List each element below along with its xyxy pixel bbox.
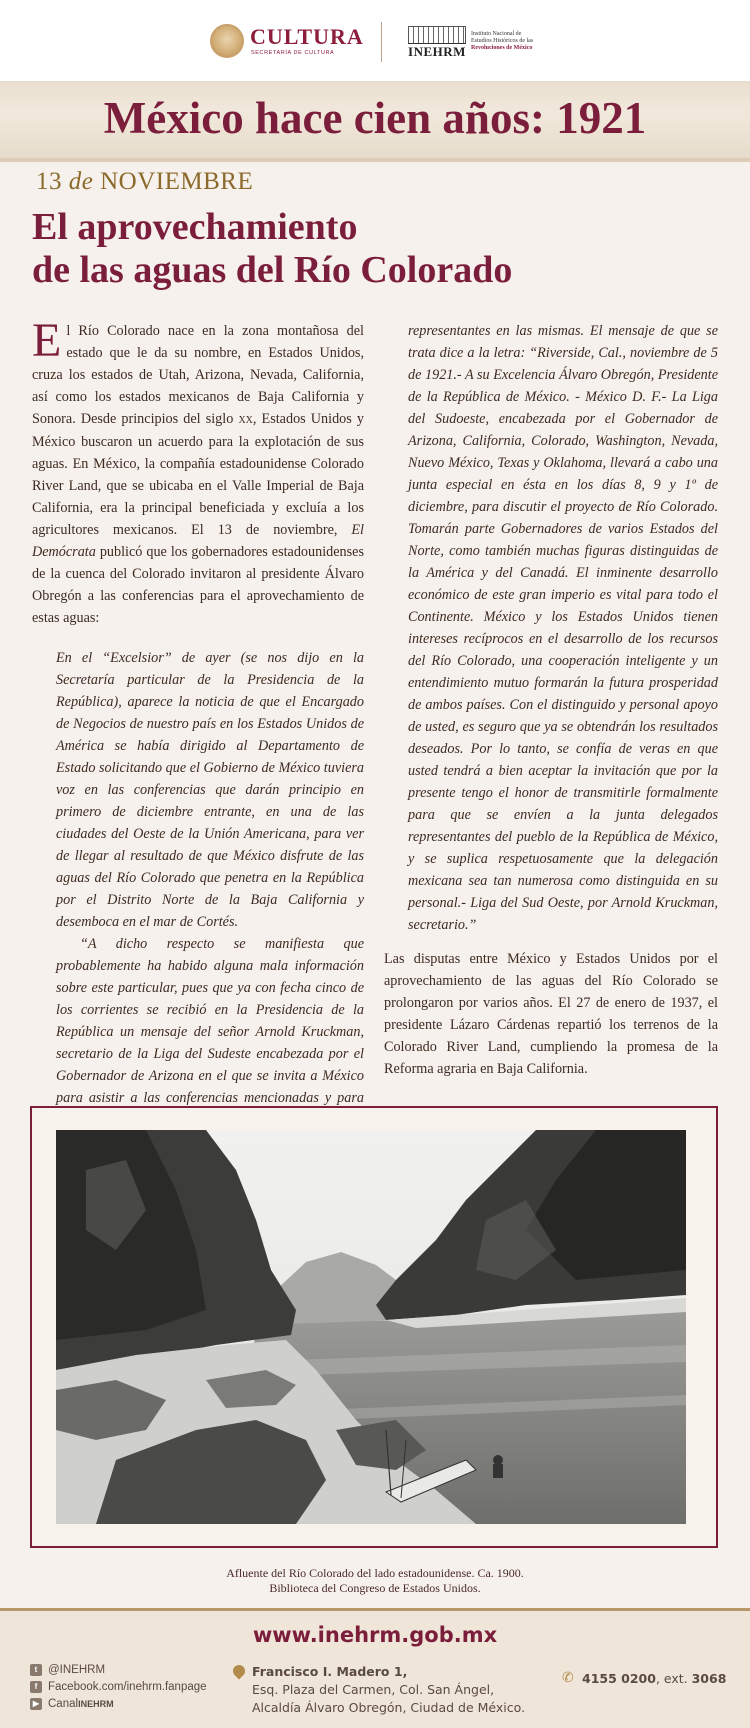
location-pin-icon [231, 1663, 248, 1680]
drop-cap: E [32, 314, 62, 367]
logo-divider [381, 22, 382, 62]
newspaper-name: El Demócrata [32, 522, 364, 560]
quote-paragraph-1: En el “Excelsior” de ayer (se nos dijo en la Secretaría particular de la Presidencia de la República), aparece la noticia de que el Encargado de Negocios de nuestro país en los Estados Unidos de América se había dirigido al Departamento de Estado solicitando que el Gobierno de México tuviera voz en las conferencias que darán principio en primero de diciembre entrante, en una de las ciudades del Oeste de la Unión Americana, para ver de llegar al resultado de que México disfrute de las aguas del Río Colorado que penetra en la República por el Distrito Norte de la Baja California y desemboca en el mar de Cortés. [56, 650, 364, 930]
youtube-link[interactable] [30, 1695, 207, 1712]
cultura-name: CULTURA [250, 24, 364, 49]
inehrm-fullname [471, 31, 561, 52]
date-line [36, 168, 253, 196]
phone-number: 4155 0200 [582, 1671, 656, 1686]
youtube-prefix: Canal [48, 1697, 79, 1710]
cultura-logo[interactable] [210, 22, 364, 62]
caption-line1: Afluente del Río Colorado del lado estadounidense. Ca. 1900. [226, 1566, 524, 1580]
banner-title: México hace cien años: 1921 [103, 93, 647, 143]
youtube-channel: INEHRM [78, 1698, 114, 1709]
twitter-icon: t [30, 1664, 42, 1676]
address-line2: Esq. Plaza del Carmen, Col. San Ángel, [252, 1682, 495, 1697]
phone-ext: 3068 [691, 1671, 727, 1686]
caption-line2: Biblioteca del Congreso de Estados Unidos. [269, 1581, 481, 1595]
intro-paragraph [32, 314, 364, 629]
phone-ext-label: , ext. [655, 1671, 692, 1686]
inehrm-logo[interactable] [408, 26, 558, 60]
article-title-line1: El aprovechamiento [32, 206, 358, 248]
eagle-seal-icon [210, 24, 244, 58]
facebook-link[interactable] [30, 1678, 207, 1695]
date-de: de [68, 168, 94, 195]
website-link[interactable]: www.inehrm.gob.mx [252, 1623, 498, 1647]
article-right-column [384, 320, 718, 1080]
date-day: 13 [36, 168, 62, 195]
photo-caption [0, 1566, 750, 1596]
address-line1: Francisco I. Madero 1, [252, 1664, 408, 1679]
phone-icon: ✆ [562, 1670, 574, 1686]
article-title [32, 206, 512, 292]
quote-paragraph-2: “A dicho respecto se manifiesta que probablemente ha habido alguna mala información sobre este particular, pues que ya con fecha cinco de los corrientes se recibió en la Presidencia de la República un mensaje del señor Arnold Kruckman, secretario de la Liga del Sudeste encabezada por el Gobernador de Arizona en el que se invita a México para asistir a las conferencias mencionadas y para [56, 936, 364, 1106]
facebook-icon: f [30, 1681, 42, 1693]
quote-paragraph-3: representantes en las mismas. El mensaje de que se trata dice a la letra: “Riverside, Cal., noviembre de 5 de 1921.- A su Excelencia Álvaro Obregón, Presidente de la República de México. - México D. F.- La Liga del Sudoeste, encabezada por el Gobernador de Arizona, California, Colorado, Washington, Nevada, Nuevo México, Texas y Oklahoma, llevará a cabo una junta especial en ésta en los días 8, 9 y 1º de diciembre, para discutir el proyecto de Río Colorado. Tomarán parte Gobernadores de varios Estados del Norte, como también muchas figuras distinguidas de la América y del Canadá. El inminente desarrollo económico de este gran imperio es vital para todo el Continente. México y los Estados Unidos tienen intereses recíprocos en el desarrollo de los recursos del Río Colorado, una cooperación inteligente y un entendimiento mutuo formarán la futura prosperidad de ambos países. Con el distinguido y personal apoyo de usted, es seguro que ya se obtendrán los resultados deseados. Por lo tanto, se confía de veras en que usted tendrá a bien aceptar la invitación que por la presente tengo el honor de transmitirle formalmente para que se envíen a la junta delegados representantes del pueblo de la República de México, y se suplica respetuosamente que la delegación mexicana sea tan numerosa como distinguida en su personal.- Liga del Sud Oeste, por Arnold Kruckman, secretario.” [408, 323, 718, 933]
cultura-subtitle: SECRETARÍA DE CULTURA [251, 50, 335, 56]
inehrm-line2: Estudios Históricos de las [471, 38, 534, 44]
footer [0, 1608, 750, 1728]
closing-paragraph: Las disputas entre México y Estados Unidos por el aprovechamiento de las aguas del Río Colorado se prolongaron por varios años. El 27 de enero de 1937, el presidente Lázaro Cárdenas repartió los terrenos de la Colorado River Land, cumpliendo la promesa de la Reforma agraria en Baja California. [384, 951, 718, 1077]
facebook-url: Facebook.com/inehrm.fanpage [48, 1680, 207, 1693]
intro-text-a: l Río Colorado nace en la zona montañosa del estado que le da su nombre, en Estados Unidos, cruza los estados de Utah, Arizona, Nevada, California, así como los estados mexicanos de Baja California y Sonora. Desde principios del siglo [32, 323, 364, 427]
banner [0, 82, 750, 162]
photo-frame [30, 1106, 718, 1548]
inehrm-line3: Revoluciones de México [471, 45, 533, 51]
youtube-icon: ▶ [30, 1698, 42, 1710]
building-icon [408, 26, 466, 44]
river-canyon-image [56, 1130, 686, 1524]
inehrm-line1: Instituto Nacional de [471, 31, 522, 37]
address-line3: Alcaldía Álvaro Obregón, Ciudad de México. [252, 1700, 526, 1715]
date-month: NOVIEMBRE [100, 168, 254, 195]
intro-text-b: , Estados Unidos y México buscaron un acuerdo para la explotación de sus aguas. En México, la compañía estadounidense Colorado River Land, que se ubicaba en el Valle Imperial de Baja California, era la principal beneficiada y excluía a los agricultores mexicanos. El 13 de noviembre, [32, 411, 364, 538]
article-left-column [32, 314, 364, 1131]
phone[interactable] [562, 1670, 727, 1686]
social-links [30, 1661, 207, 1712]
article-title-line2: de las aguas del Río Colorado [32, 249, 513, 291]
address [252, 1663, 525, 1717]
colorado-river-photo [56, 1130, 686, 1524]
twitter-handle: @INEHRM [48, 1663, 106, 1676]
intro-text-c: publicó que los gobernadores estadounidenses de la cuenca del Colorado invitaron al presidente Álvaro Obregón a las conferencias para el aprovechamiento de estas aguas: [32, 544, 364, 626]
logo-strip [0, 0, 750, 82]
intro-siglo: xx [238, 412, 253, 427]
twitter-link[interactable] [30, 1661, 207, 1678]
inehrm-name: INEHRM [408, 44, 466, 59]
